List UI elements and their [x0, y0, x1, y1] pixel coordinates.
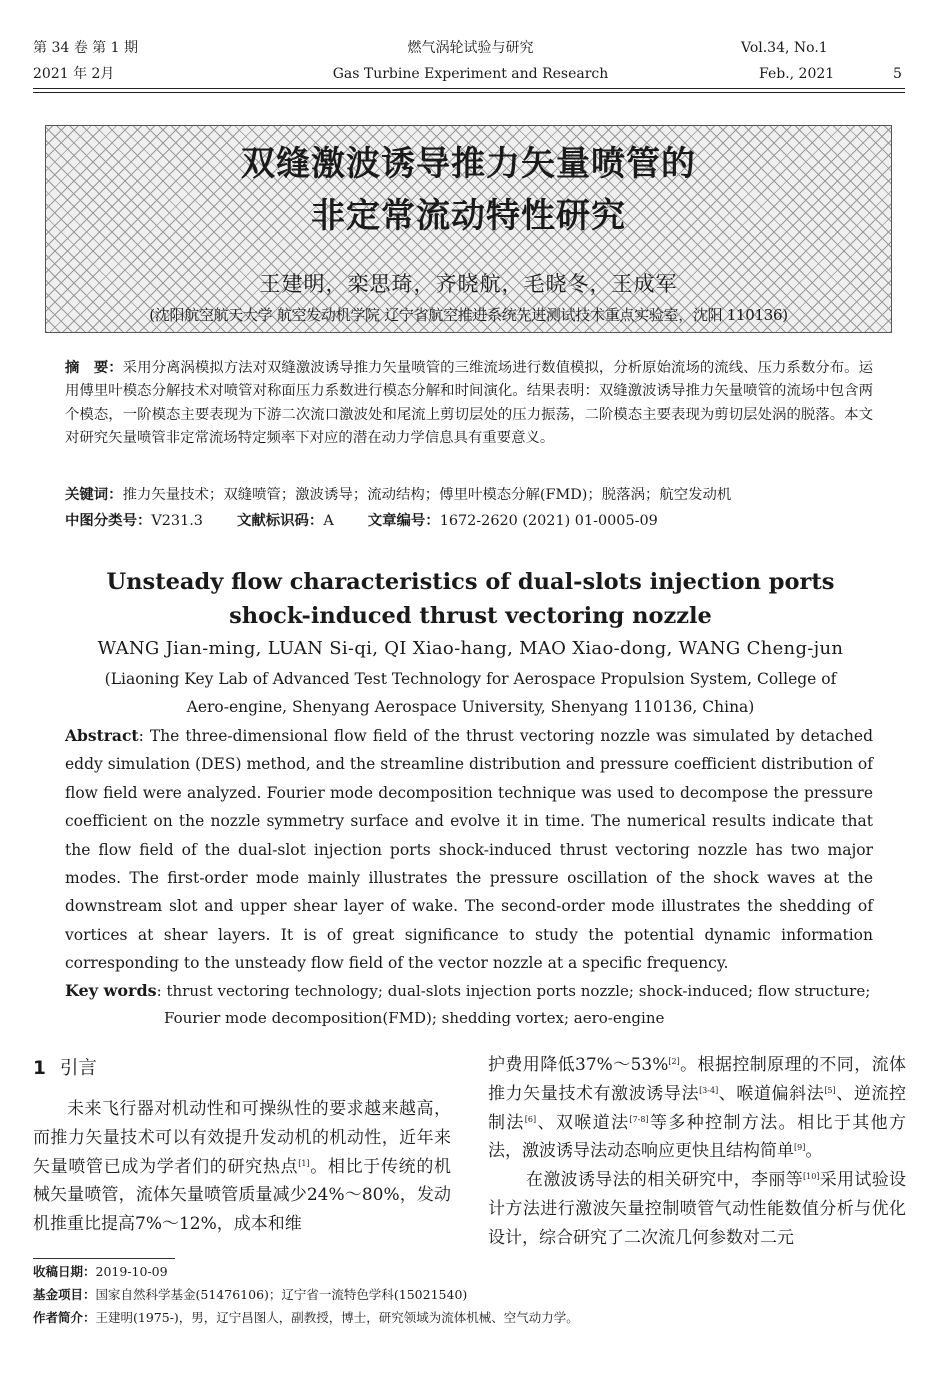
body-right-text-f: 等多种控制方法。相比于其他方法，激波诱导法动态响应更快且结构简单	[488, 1112, 907, 1162]
body-left-paragraph	[33, 1095, 451, 1239]
en-title-line1: Unsteady flow characteristics of dual-slots injection ports	[106, 569, 835, 595]
en-keywords-line2: Fourier mode decomposition(FMD); shedding vortex; aero-engine	[164, 1009, 665, 1027]
cn-abstract	[65, 357, 873, 450]
article-number-label: 文章编号：	[367, 513, 440, 529]
author-bio-value: 王建明(1975-)，男，辽宁昌图人，副教授，博士，研究领域为流体机械、空气动力学。	[95, 1310, 579, 1325]
en-authors: WANG Jian-ming, LUAN Si-qi, QI Xiao-hang, MAO Xiao-dong, WANG Cheng-jun	[97, 638, 844, 659]
citation-3-4[interactable]: [3-4]	[699, 1085, 719, 1095]
en-abstract	[65, 722, 873, 978]
en-affiliation-line2: Aero-engine, Shenyang Aerospace University, Shenyang 110136, China)	[186, 698, 755, 716]
journal-date-en: Feb., 2021	[759, 66, 835, 82]
citation-2[interactable]: [2]	[668, 1057, 680, 1066]
footnote-received	[33, 1262, 168, 1282]
en-keywords-text1: : thrust vectoring technology; dual-slots injection ports nozzle; shock-induced; flow structure;	[156, 982, 871, 1000]
en-affiliation-line1: (Liaoning Key Lab of Advanced Test Technology for Aerospace Propulsion System, College of	[104, 670, 837, 688]
cn-abstract-label: 摘 要：	[65, 360, 123, 376]
fund-value: 国家自然科学基金(51476106)；辽宁省一流特色学科(15021540)	[95, 1287, 468, 1302]
fund-label: 基金项目：	[33, 1287, 96, 1302]
journal-name-cn: 燃气涡轮试验与研究	[407, 40, 534, 56]
section-number: 1	[33, 1058, 46, 1079]
footnote-author	[33, 1308, 579, 1328]
body-right-text-g: 。	[805, 1141, 823, 1162]
en-abstract-text: : The three-dimensional flow field of the thrust vectoring nozzle was simulated by detached eddy simulation (DES) method, and the streamline distribution and pressure coefficient distribution of flow field were analyzed. Fourier mode decomposition technique was used to decompose the pressure coefficient on the nozzle symmetry surface and evolve it in time. The numerical results indicate that the flow field of the dual-slot injection ports shock-induced thrust vectoring nozzle has two major modes. The first-order mode mainly illustrates the pressure oscillation of the shock waves at the downstream slot and upper shear layer of wake. The second-order mode illustrates the shedding of vortices at shear layers. It is of great significance to study the potential dynamic information corresponding to the unsteady flow field of the vector nozzle at a specific frequency.	[65, 727, 873, 973]
clc-value: V231.3	[151, 513, 203, 529]
body-left-text-b: 。相比于传统的机械矢量喷管，流体矢量喷管质量减少24%～80%，发动机推重比提高7%～12%，成本和维	[33, 1156, 452, 1235]
cn-title-line1: 双缝激波诱导推力矢量喷管的	[241, 144, 696, 184]
cn-keywords-label: 关键词：	[65, 487, 123, 503]
footnote-rule	[33, 1258, 175, 1259]
title-block	[45, 125, 892, 333]
clc-label: 中图分类号：	[65, 513, 152, 529]
cn-title-line2: 非定常流动特性研究	[311, 196, 626, 236]
body-right-paragraph1	[488, 1051, 906, 1166]
citation-6[interactable]: [6]	[524, 1114, 537, 1124]
received-value: 2019-10-09	[95, 1264, 168, 1279]
doc-code-value: A	[323, 513, 334, 529]
journal-date: 2021 年 2月	[33, 66, 115, 82]
citation-7-8[interactable]: [7-8]	[629, 1114, 649, 1124]
footnote-fund	[33, 1285, 467, 1305]
doc-code-label: 文献标识码：	[236, 513, 324, 529]
body-right-text-h: 在激波诱导法的相关研究中，李丽等	[526, 1170, 804, 1190]
section-title: 引言	[59, 1058, 97, 1079]
body-right-text-e: 、双喉道法	[536, 1112, 630, 1133]
body-right-text-d: 、逆流控制法	[488, 1083, 907, 1133]
received-label: 收稿日期：	[33, 1264, 96, 1279]
cn-affiliation: (沈阳航空航天大学 航空发动机学院 辽宁省航空推进系统先进测试技术重点实验室，沈阳 110136)	[149, 306, 788, 324]
header-rule-thin	[33, 92, 905, 93]
citation-1[interactable]: [1]	[298, 1158, 310, 1168]
body-left-text-a: 未来飞行器对机动性和可操纵性的要求越来越高，而推力矢量技术可以有效提升发动机的机动性，近年来矢量喷管已成为学者们的研究热点	[33, 1099, 451, 1177]
body-right-paragraph2	[488, 1166, 906, 1252]
en-keywords-line1	[65, 981, 870, 1000]
author-bio-label: 作者简介：	[33, 1310, 96, 1325]
journal-name-en: Gas Turbine Experiment and Research	[332, 66, 609, 82]
journal-volume-issue: 第 34 卷 第 1 期	[33, 40, 138, 56]
body-right-text-i: 采用试验设计方法进行激波矢量控制喷管气动性能数值分析与优化设计，综合研究了二次流几何参数对二元	[488, 1170, 907, 1248]
citation-10[interactable]: [10]	[803, 1172, 820, 1181]
cn-keywords-text: 推力矢量技术；双缝喷管；激波诱导；流动结构；傅里叶模态分解(FMD)；脱落涡；航空发动机	[122, 487, 732, 503]
en-keywords-label: Key words	[65, 981, 157, 1000]
journal-volume-en: Vol.34, No.1	[741, 40, 828, 56]
citation-5[interactable]: [5]	[824, 1085, 836, 1095]
page-number: 5	[893, 66, 902, 82]
body-right-text-a: 护费用降低37%～53%	[488, 1055, 669, 1075]
citation-9[interactable]: [9]	[794, 1143, 806, 1153]
body-right-text-b: 。根据控制原理的不同，流体推力矢量技术有激波诱导法	[488, 1055, 907, 1104]
body-right-text-c: 、喉道偏斜法	[718, 1083, 825, 1104]
section-heading	[33, 1054, 97, 1080]
cn-classification	[65, 510, 873, 533]
cn-keywords	[65, 484, 873, 507]
en-title-line2: shock-induced thrust vectoring nozzle	[229, 603, 712, 629]
en-abstract-label: Abstract	[65, 726, 139, 745]
cn-authors: 王建明，栾思琦，齐晓航，毛晓冬，王成军	[259, 272, 678, 296]
cn-abstract-text: 采用分离涡模拟方法对双缝激波诱导推力矢量喷管的三维流场进行数值模拟，分析原始流场的流线、压力系数分布。运用傅里叶模态分解技术对喷管对称面压力系数进行模态分解和时间演化。结果表明：双缝激波诱导推力矢量喷管的流场中包含两个模态，一阶模态主要表现为下游二次流口激波处和尾流上剪切层处的压力振荡，二阶模态主要表现为剪切层处涡的脱落。本文对研究矢量喷管非定常流场特定频率下对应的潜在动力学信息具有重要意义。	[65, 360, 873, 446]
header-rule	[33, 88, 905, 89]
article-number-value: 1672-2620 (2021) 01-0005-09	[439, 513, 658, 529]
